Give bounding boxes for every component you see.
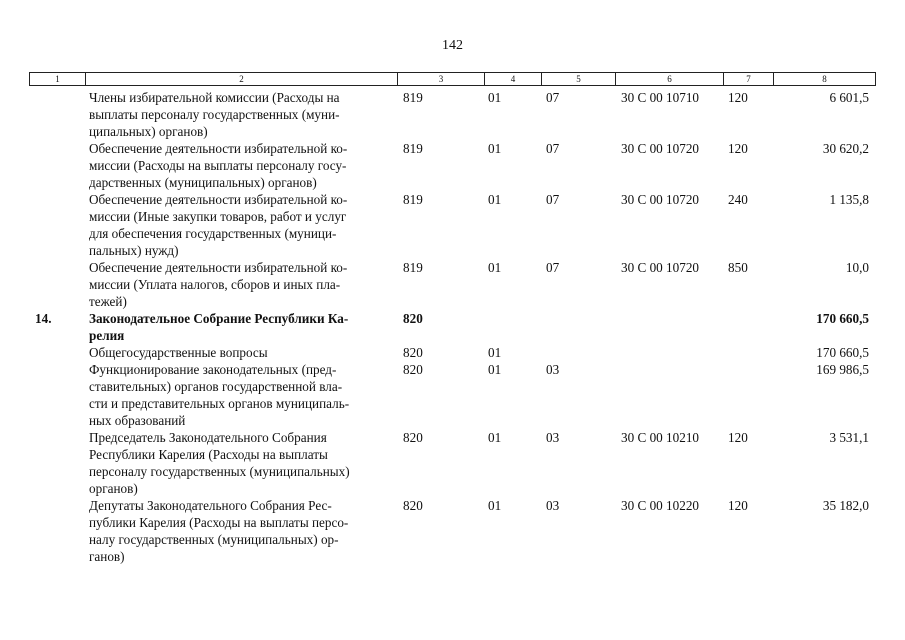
description-line: ганов) [89,549,125,564]
header-col-3: 3 [398,73,485,85]
subsection-code: 07 [546,260,560,275]
expense-type-code: 240 [728,192,748,207]
description-line: Депутаты Законодательного Собрания Рес- [89,498,332,513]
row-description [89,497,391,565]
ministry-code: 819 [403,192,423,207]
header-col-2: 2 [86,73,398,85]
row-number: 14. [35,311,52,326]
ministry-code: 820 [403,362,423,377]
target-article-code: 30 С 00 10220 [621,498,700,513]
section-code: 01 [488,345,502,360]
amount: 3 531,1 [829,430,869,445]
description-line: выплаты персоналу государственных (муни- [89,107,340,122]
page-number: 142 [442,38,463,53]
description-line: ставительных) органов государственной вла- [89,379,343,394]
row-description [89,344,391,361]
table-row [29,344,876,361]
subsection-code: 07 [546,141,560,156]
row-description [89,259,391,310]
ministry-code: 820 [403,430,423,445]
description-line: ципальных) органов) [89,124,208,139]
table-row [29,140,876,191]
amount: 169 986,5 [816,362,869,377]
row-description [89,89,391,140]
amount: 170 660,5 [816,311,869,326]
amount: 6 601,5 [829,90,869,105]
description-line: Обеспечение деятельности избирательной ко- [89,141,348,156]
amount: 30 620,2 [822,141,869,156]
target-article-code: 30 С 00 10210 [621,430,700,445]
ministry-code: 819 [403,90,423,105]
section-code: 01 [488,90,502,105]
ministry-code: 819 [403,141,423,156]
header-col-5: 5 [542,73,616,85]
description-line: тежей) [89,294,127,309]
expense-type-code: 120 [728,430,748,445]
target-article-code: 30 С 00 10720 [621,141,700,156]
header-col-1: 1 [30,73,86,85]
expense-type-code: 120 [728,141,748,156]
description-line: Функционирование законодательных (пред- [89,362,337,377]
subsection-code: 07 [546,192,560,207]
description-line: Общегосударственные вопросы [89,345,268,360]
description-line: Члены избирательной комиссии (Расходы на [89,90,340,105]
subsection-code: 03 [546,498,560,513]
table-header [29,72,876,86]
subsection-code: 03 [546,430,560,445]
expense-type-code: 120 [728,498,748,513]
description-line: персоналу государственных (муниципальных) [89,464,350,479]
description-line: Республики Карелия (Расходы на выплаты [89,447,328,462]
description-line: для обеспечения государственных (муници- [89,226,337,241]
section-code: 01 [488,498,502,513]
description-line: Законодательное Собрание Республики Ка- [89,311,349,326]
amount: 170 660,5 [816,345,869,360]
target-article-code: 30 С 00 10710 [621,90,700,105]
description-line: релия [89,328,125,343]
subsection-code: 03 [546,362,560,377]
description-line: налу государственных (муниципальных) ор- [89,532,339,547]
section-code: 01 [488,192,502,207]
table-row [29,429,876,497]
row-description [89,361,391,429]
expense-type-code: 120 [728,90,748,105]
row-description [89,140,391,191]
ministry-code: 820 [403,311,423,326]
target-article-code: 30 С 00 10720 [621,192,700,207]
row-description [89,429,391,497]
section-code: 01 [488,260,502,275]
section-code: 01 [488,430,502,445]
description-line: органов) [89,481,138,496]
description-line: Обеспечение деятельности избирательной ко- [89,192,348,207]
amount: 1 135,8 [829,192,869,207]
table-row [29,361,876,429]
row-description [89,191,391,259]
description-line: миссии (Уплата налогов, сборов и иных пла- [89,277,341,292]
section-code: 01 [488,141,502,156]
table-row [29,310,876,344]
header-col-6: 6 [616,73,724,85]
ministry-code: 820 [403,345,423,360]
table-row [29,89,876,140]
description-line: пальных) нужд) [89,243,179,258]
expense-type-code: 850 [728,260,748,275]
row-description [89,310,391,344]
header-col-8: 8 [774,73,876,85]
table-row [29,497,876,565]
header-col-7: 7 [724,73,774,85]
description-line: Председатель Законодательного Собрания [89,430,327,445]
description-line: ных образований [89,413,186,428]
ministry-code: 820 [403,498,423,513]
description-line: Обеспечение деятельности избирательной ко- [89,260,348,275]
description-line: миссии (Расходы на выплаты персоналу госу- [89,158,347,173]
description-line: дарственных (муниципальных) органов) [89,175,317,190]
table-row [29,191,876,259]
subsection-code: 07 [546,90,560,105]
target-article-code: 30 С 00 10720 [621,260,700,275]
amount: 35 182,0 [822,498,869,513]
amount: 10,0 [845,260,869,275]
ministry-code: 819 [403,260,423,275]
description-line: публики Карелия (Расходы на выплаты персо- [89,515,349,530]
table-row [29,259,876,310]
section-code: 01 [488,362,502,377]
header-col-4: 4 [485,73,542,85]
description-line: миссии (Иные закупки товаров, работ и услуг [89,209,347,224]
description-line: сти и представительных органов муниципаль- [89,396,350,411]
